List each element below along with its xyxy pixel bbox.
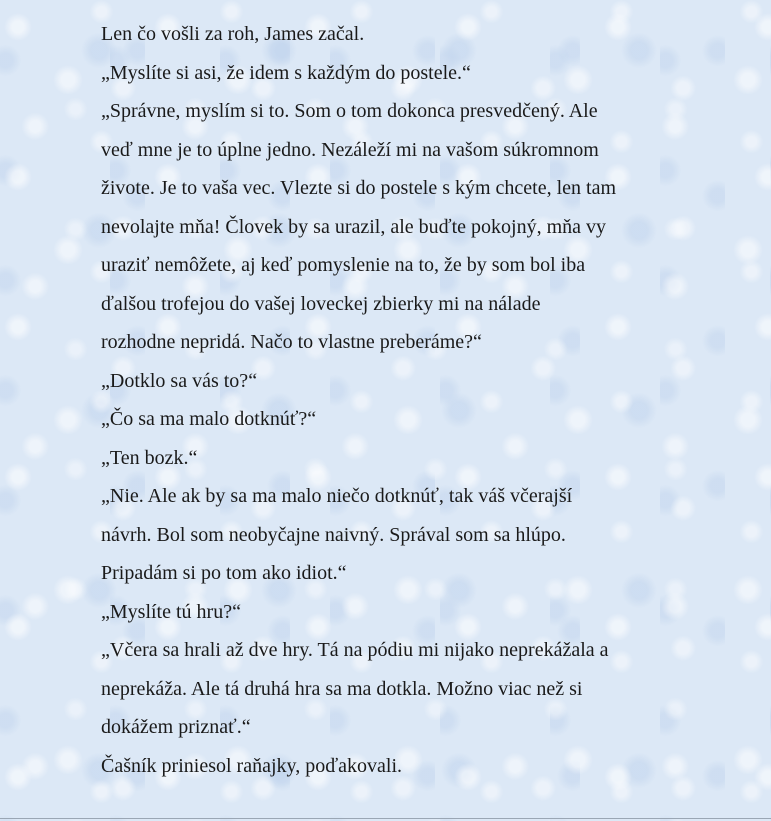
text-line: rozhodne nepridá. Načo to vlastne preberáme?“	[101, 331, 482, 353]
text-line: „Myslíte tú hru?“	[101, 600, 241, 623]
text-line: Len čo vošli za roh, James začal.	[101, 23, 365, 45]
document-text	[101, 15, 691, 785]
text-line: „Dotklo sa vás to?“	[101, 369, 258, 392]
text-line: návrh. Bol som neobyčajne naivný. Správal som sa hlúpo.	[101, 523, 566, 546]
text-line: neprekáža. Ale tá druhá hra sa ma dotkla. Možno viac než si	[101, 677, 583, 700]
text-line: ďalšou trofejou do vašej loveckej zbierky mi na nálade	[101, 292, 541, 315]
text-line: uraziť nemôžete, aj keď pomyslenie na to, že by som bol iba	[101, 254, 586, 276]
text-line: „Ten bozk.“	[101, 446, 198, 469]
text-line: „Včera sa hrali až dve hry. Tá na pódiu mi nijako neprekážala a	[101, 639, 609, 661]
text-line: „Čo sa ma malo dotknúť?“	[101, 408, 317, 430]
text-line: dokážem priznať.“	[101, 716, 251, 738]
text-line: „Myslíte si asi, že idem s každým do postele.“	[101, 61, 471, 84]
text-line: Čašník priniesol raňajky, poďakovali.	[101, 754, 403, 777]
text-line: „Správne, myslím si to. Som o tom dokonca presvedčený. Ale	[101, 100, 598, 122]
bottom-divider	[0, 818, 771, 819]
text-line: nevolajte mňa! Človek by sa urazil, ale buďte pokojný, mňa vy	[101, 215, 607, 238]
text-line: „Nie. Ale ak by sa ma malo niečo dotknúť, tak váš včerajší	[101, 485, 573, 507]
text-line: živote. Je to vaša vec. Vlezte si do postele s kým chcete, len tam	[101, 177, 617, 199]
text-line: Pripadám si po tom ako idiot.“	[101, 562, 347, 584]
text-line: veď mne je to úplne jedno. Nezáleží mi na vašom súkromnom	[101, 138, 599, 161]
